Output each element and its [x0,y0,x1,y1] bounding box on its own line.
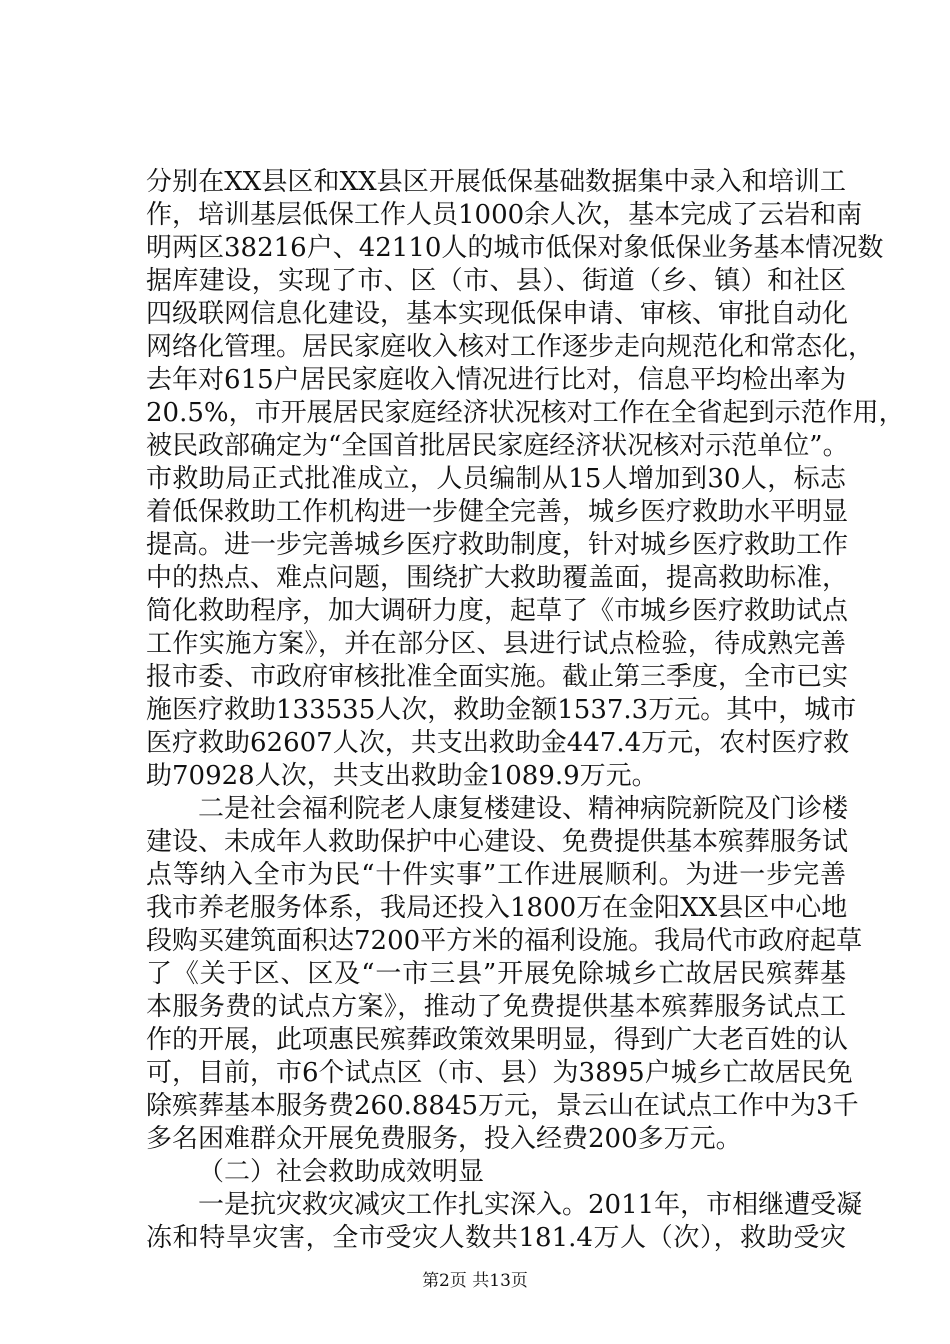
text-line: 简化救助程序，加大调研力度，起草了《市城乡医疗救助试点 [146,596,849,626]
text-line: 工作实施方案》，并在部分区、县进行试点检验，待成熟完善 [146,629,846,659]
text-line: 冻和特旱灾害，全市受灾人数共181.4万人（次），救助受灾 [146,1223,846,1253]
text-line: 二是社会福利院老人康复楼建设、精神病院新院及门诊楼 [198,794,849,824]
text-line: 作的开展，此项惠民殡葬政策效果明显，得到广大老百姓的认 [146,1025,849,1055]
text-line: 四级联网信息化建设，基本实现低保申请、审核、审批自动化 [146,299,849,329]
text-line: 一是抗灾救灾减灾工作扎实深入。2011年，市相继遭受凝 [198,1190,863,1220]
text-line: 本服务费的试点方案》，推动了免费提供基本殡葬服务试点工 [146,992,846,1022]
text-line: 中的热点、难点问题，围绕扩大救助覆盖面，提高救助标准， [146,563,849,593]
page-number-footer: 第2页 共13页 [422,1271,528,1291]
text-line: 除殡葬基本服务费260.8845万元，景云山在试点工作中为3千 [146,1091,859,1121]
text-line: 多名困难群众开展免费服务，投入经费200多万元。 [146,1124,742,1154]
text-line: 点等纳入全市为民“十件实事”工作进展顺利。为进一步完善 [146,860,846,890]
text-line: 据库建设，实现了市、区（市、县）、街道（乡、镇）和社区 [146,266,846,296]
text-line: 可，目前，市6个试点区（市、县）为3895户城乡亡故居民免 [146,1058,853,1088]
text-line: 着低保救助工作机构进一步健全完善，城乡医疗救助水平明显 [146,497,849,527]
text-line: 建设、未成年人救助保护中心建设、免费提供基本殡葬服务试 [146,827,849,857]
text-line: 段购买建筑面积达7200平方米的福利设施。我局代市政府起草 [146,926,863,956]
text-line: 提高。进一步完善城乡医疗救助制度，针对城乡医疗救助工作 [146,530,849,560]
text-line: 作，培训基层低保工作人员1000余人次，基本完成了云岩和南 [146,200,863,230]
text-line: 网络化管理。居民家庭收入核对工作逐步走向规范化和常态化， [146,332,875,362]
text-line: 我市养老服务体系，我局还投入1800万在金阳XX县区中心地 [146,893,848,923]
text-line: 分别在XX县区和XX县区开展低保基础数据集中录入和培训工 [146,167,846,197]
text-line: 助70928人次，共支出救助金1089.9万元。 [146,761,658,791]
body-text [146,166,905,1255]
text-line: 被民政部确定为“全国首批居民家庭经济状况核对示范单位”。 [146,431,849,461]
text-line: 明两区38216户、42110人的城市低保对象低保业务基本情况数 [146,233,884,263]
text-line: 医疗救助62607人次，共支出救助金447.4万元，农村医疗救 [146,728,850,758]
text-line: 了《关于区、区及“一市三县”开展免除城乡亡故居民殡葬基 [146,959,846,989]
text-line: 施医疗救助133535人次，救助金额1537.3万元。其中，城市 [146,695,857,725]
text-line: 去年对615户居民家庭收入情况进行比对，信息平均检出率为 [146,365,846,395]
section-heading: （二）社会救助成效明显 [198,1157,485,1187]
text-line: 20.5%，市开展居民家庭经济状况核对工作在全省起到示范作用， [146,398,905,428]
text-line: 报市委、市政府审核批准全面实施。截止第三季度，全市已实 [146,662,849,692]
text-line: 市救助局正式批准成立，人员编制从15人增加到30人，标志 [146,464,846,494]
